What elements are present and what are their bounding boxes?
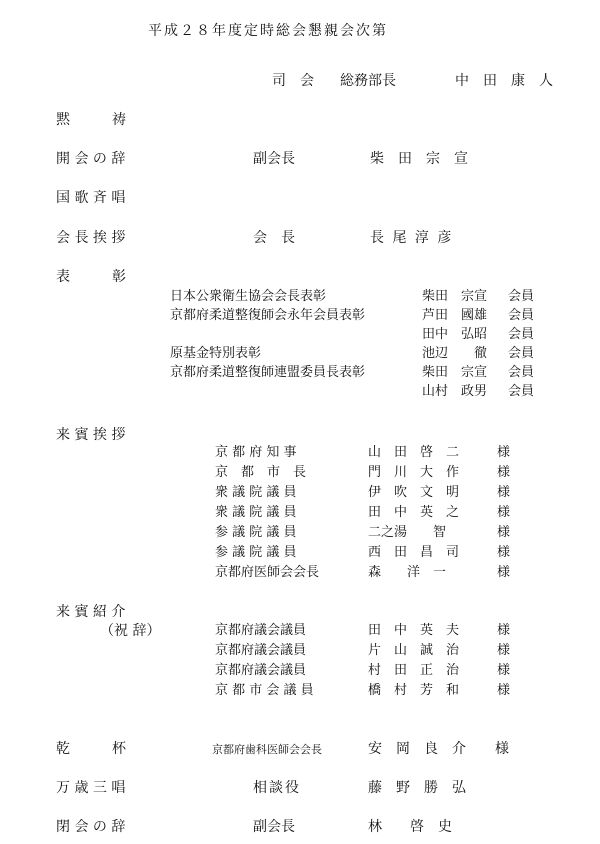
guest-suffix: 様 — [497, 485, 511, 500]
award-name: 柴田 宗宣 — [422, 289, 488, 304]
guest-suffix: 様 — [497, 465, 511, 480]
mc-position: 総務部長 — [340, 73, 396, 89]
award-title: 京都府柔道整復師会永年会員表彰 — [170, 308, 366, 323]
banzai-name: 藤 野 勝 弘 — [368, 780, 466, 796]
award-name: 柴田 宗宣 — [422, 365, 488, 380]
opening-role: 副会長 — [253, 151, 295, 167]
intro-name: 村 田 正 治 — [368, 663, 460, 678]
item-toast: 乾 杯 — [56, 741, 126, 757]
guest-suffix: 様 — [497, 445, 511, 460]
guest-name: 門 川 大 作 — [368, 465, 460, 480]
item-closing: 閉 会 の 辞 — [56, 819, 126, 835]
item-guest-greeting: 来 賓 挨 拶 — [56, 427, 126, 443]
intro-name: 橋 村 芳 和 — [368, 683, 460, 698]
award-suffix: 会員 — [508, 308, 535, 323]
award-suffix: 会員 — [508, 346, 535, 361]
president-role: 会 長 — [253, 230, 295, 246]
guest-name: 二之湯 智 — [368, 525, 447, 540]
intro-name: 田 中 英 夫 — [368, 623, 460, 638]
award-name: 田中 弘昭 — [422, 327, 488, 342]
item-president-greeting: 会 長 挨 拶 — [56, 230, 126, 246]
closing-name: 林 啓 史 — [368, 819, 452, 835]
toast-role: 京都府歯科医師会会長 — [212, 743, 322, 756]
closing-role: 副会長 — [253, 819, 295, 835]
guest-suffix: 様 — [497, 545, 511, 560]
guest-role: 参 議 院 議 員 — [215, 525, 297, 540]
award-name: 芦田 國雄 — [422, 308, 488, 323]
mc-role: 司 会 — [272, 73, 314, 89]
item-opening: 開 会 の 辞 — [56, 151, 126, 167]
toast-suffix: 様 — [495, 741, 509, 757]
intro-role: 京都府議会議員 — [215, 623, 307, 638]
guest-role: 京都府医師会会長 — [215, 565, 320, 580]
intro-name: 片 山 誠 治 — [368, 643, 460, 658]
item-banzai: 万 歳 三 唱 — [56, 780, 126, 796]
toast-name: 安 岡 良 介 — [368, 741, 466, 757]
item-guest-intro-sub: （祝 辞） — [100, 623, 161, 639]
item-guest-intro: 来 賓 紹 介 — [56, 604, 126, 620]
award-name: 山村 政男 — [422, 384, 488, 399]
guest-suffix: 様 — [497, 505, 511, 520]
award-suffix: 会員 — [508, 289, 535, 304]
item-anthem: 国 歌 斉 唱 — [56, 190, 126, 206]
intro-suffix: 様 — [497, 623, 511, 638]
opening-name: 柴 田 宗 宣 — [370, 151, 468, 167]
award-title: 日本公衆衛生協会会長表彰 — [170, 289, 327, 304]
item-mokuto: 黙 祷 — [56, 112, 126, 128]
intro-role: 京都府議会議員 — [215, 663, 307, 678]
guest-name: 西 田 昌 司 — [368, 545, 460, 560]
award-title: 原基金特別表彰 — [170, 346, 262, 361]
president-name: 長 尾 淳 彦 — [370, 230, 454, 246]
guest-suffix: 様 — [497, 525, 511, 540]
guest-name: 田 中 英 之 — [368, 505, 460, 520]
intro-suffix: 様 — [497, 643, 511, 658]
item-awards: 表 彰 — [56, 269, 126, 285]
intro-role: 京 都 市 会 議 員 — [215, 683, 314, 698]
intro-suffix: 様 — [497, 683, 511, 698]
award-suffix: 会員 — [508, 327, 535, 342]
guest-suffix: 様 — [497, 565, 511, 580]
page-title: 平成２８年度定時総会懇親会次第 — [148, 23, 388, 39]
intro-suffix: 様 — [497, 663, 511, 678]
mc-name: 中 田 康 人 — [455, 73, 553, 89]
intro-role: 京都府議会議員 — [215, 643, 307, 658]
guest-role: 衆 議 院 議 員 — [215, 505, 297, 520]
guest-name: 伊 吹 文 明 — [368, 485, 460, 500]
guest-name: 森 洋 一 — [368, 565, 447, 580]
award-title: 京都府柔道整復師連盟委員長表彰 — [170, 365, 366, 380]
award-suffix: 会員 — [508, 384, 535, 399]
guest-role: 京 都 市 長 — [215, 465, 307, 480]
award-suffix: 会員 — [508, 365, 535, 380]
guest-role: 参 議 院 議 員 — [215, 545, 297, 560]
guest-name: 山 田 啓 二 — [368, 445, 460, 460]
guest-role: 衆 議 院 議 員 — [215, 485, 297, 500]
award-name: 池辺 徹 — [422, 346, 488, 361]
banzai-role: 相談役 — [253, 780, 301, 796]
guest-role: 京 都 府 知 事 — [215, 445, 297, 460]
